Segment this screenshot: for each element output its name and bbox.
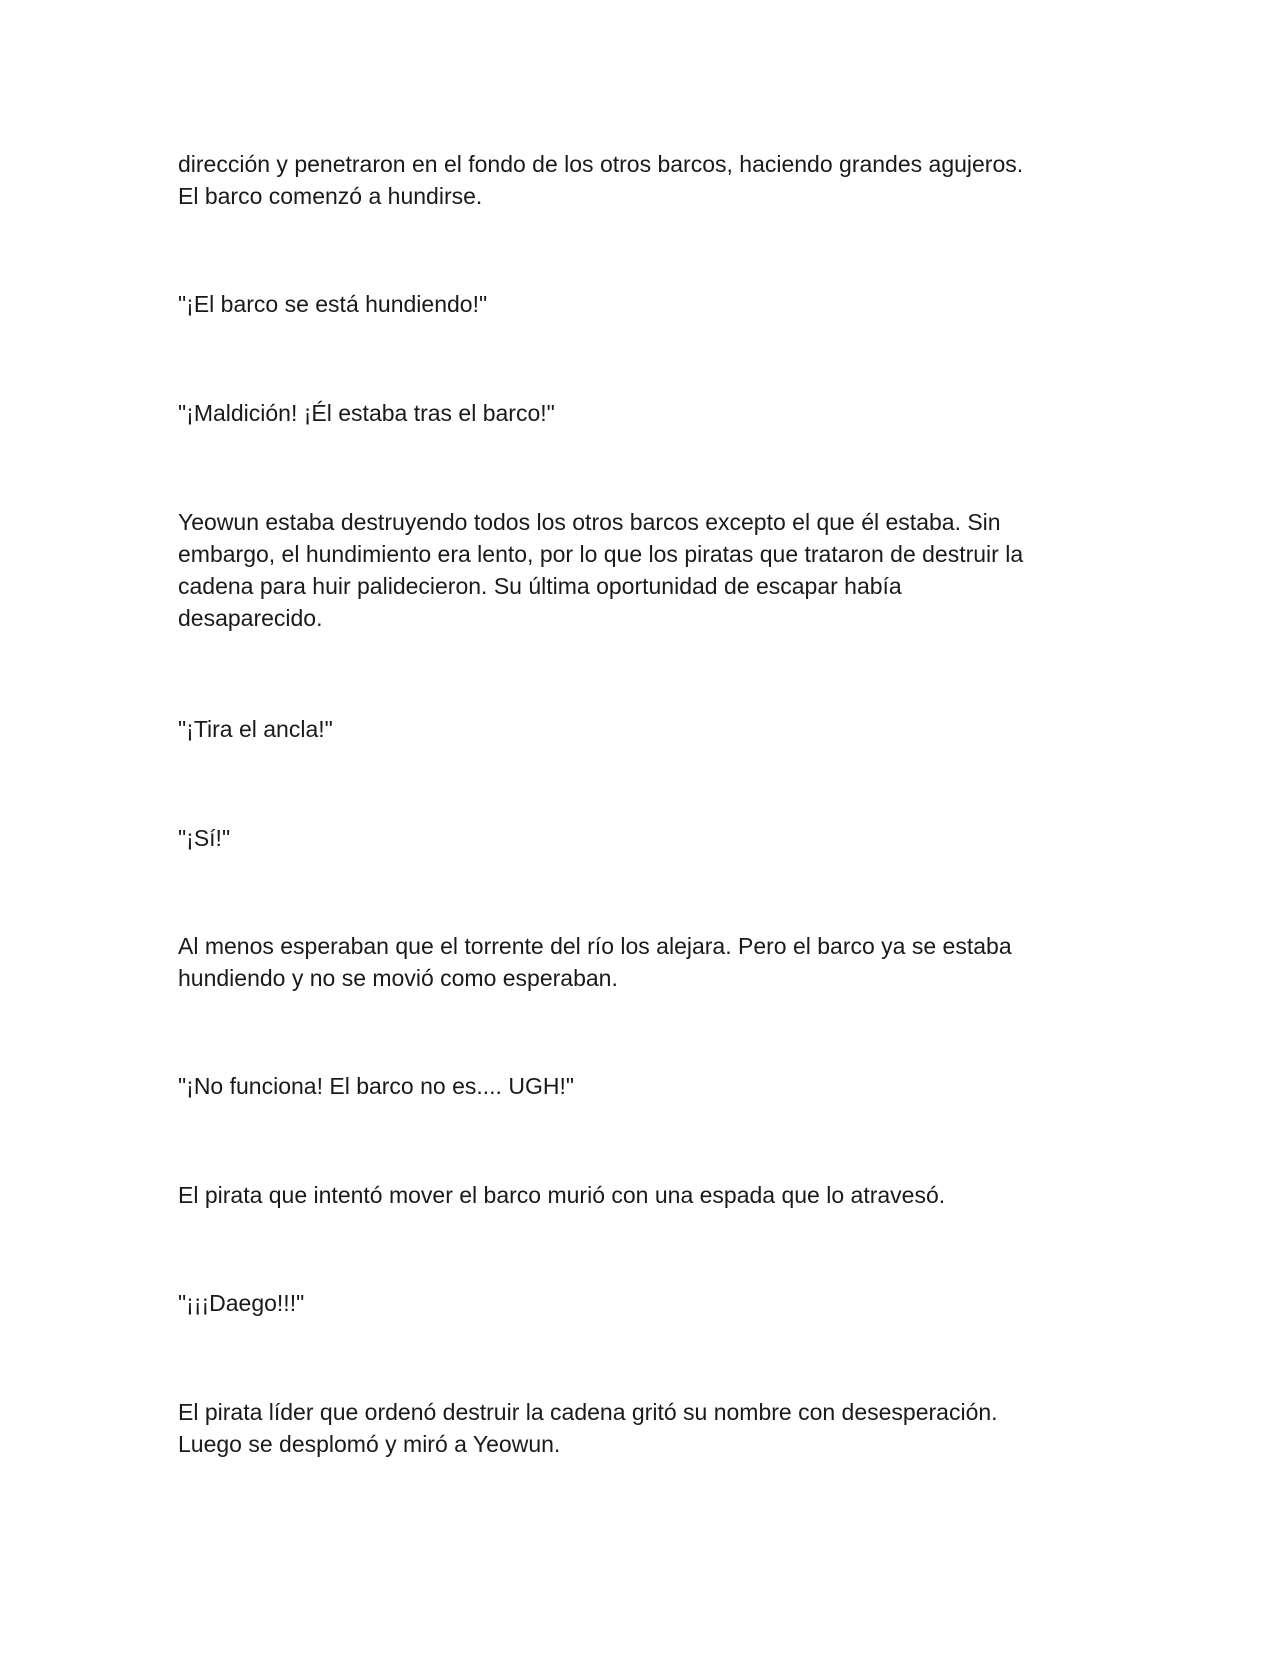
paragraph-10: "¡¡¡Daego!!!" — [178, 1290, 305, 1316]
paragraph-3: "¡Maldición! ¡Él estaba tras el barco!" — [178, 400, 555, 426]
paragraph-2: "¡El barco se está hundiendo!" — [178, 291, 488, 317]
paragraph-11: El pirata líder que ordenó destruir la cadena gritó su nombre con desesperación. Luego se desplomó y miró a Yeowun. — [178, 1399, 998, 1457]
paragraph-5: "¡Tira el ancla!" — [178, 716, 333, 742]
paragraph-4: Yeowun estaba destruyendo todos los otros barcos excepto el que él estaba. Sin embargo, el hundimiento era lento, por lo que los piratas que trataron de destruir la cadena para huir palidecieron. Su última oportunidad de escapar había desaparecido. — [178, 509, 1024, 631]
paragraph-6: "¡Sí!" — [178, 825, 231, 851]
paragraph-9: El pirata que intentó mover el barco murió con una espada que lo atravesó. — [178, 1182, 946, 1208]
paragraph-1: dirección y penetraron en el fondo de los otros barcos, haciendo grandes agujeros. El barco comenzó a hundirse. — [178, 151, 1024, 209]
paragraph-8: "¡No funciona! El barco no es.... UGH!" — [178, 1073, 574, 1099]
paragraph-7: Al menos esperaban que el torrente del río los alejara. Pero el barco ya se estaba hundiendo y no se movió como esperaban. — [178, 933, 1012, 991]
